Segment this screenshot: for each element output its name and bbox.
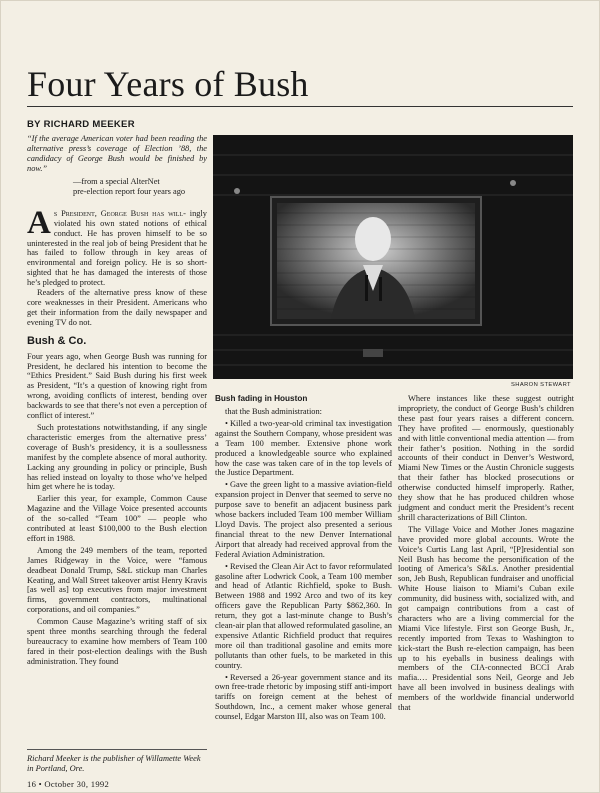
- bullet-text: Reversed a 26-year government stance and its own free-trade rhetoric by imposing stiff anti-import tariffs on foreign cement at the behest of Southdown, Inc., a cement maker whose general counsel, Edgar Marston III, also was on Team 100.: [215, 672, 392, 722]
- photo-bush-on-screen: [213, 135, 573, 379]
- body-paragraph: that the Bush administration:: [225, 407, 322, 416]
- top-rule: [27, 106, 573, 107]
- body-paragraph: Readers of the alternative press know of these core weaknesses in their President. Americans who get their information from the daily newspaper and evening TV do not.: [27, 288, 207, 327]
- body-paragraph: Earlier this year, for example, Common Cause Magazine and the Village Voice presented accounts of the so-called “Team 100” — people who contributed at least $100,000 to the Bush election effort in 1988.: [27, 494, 207, 543]
- body-paragraph: Common Cause Magazine’s writing staff of six spent three months searching through the federal bureaucracy to examine how members of Team 100 fared in their post-election dealings with the Bush administration. They found: [27, 617, 207, 666]
- bullet-text: Killed a two-year-old criminal tax investigation against the Southern Company, whose president was a Team 100 member. Extensive phone work produced a knowledgeable source who explained how the case was taken care of in the top levels of the Justice Department.: [215, 418, 392, 478]
- lead-smallcaps: s President, George Bush has will-: [53, 208, 186, 218]
- attribution-line-1: —from a special AlterNet: [73, 176, 160, 186]
- folio: 16 • October 30, 1992: [27, 779, 110, 789]
- left-column: [27, 134, 207, 669]
- photo-caption: Bush fading in Houston: [215, 394, 308, 403]
- lead-text: ingly violated his own stated notions of ethical conduct. He has proven himself to be so uninterested in the real job of being President that he has failed to follow through in key areas of environmental and foreign policy. He is so short-sighted that he has damaged the interests of those he’s pledged to protect.: [27, 208, 207, 288]
- photo-image: [213, 135, 573, 379]
- bullet-item: • Killed a two-year-old criminal tax investigation against the Southern Company, whose president was a Team 100 member. Extensive phone work produced a knowledgeable source who explained how the case was taken care of in the top levels of the Justice Department.: [215, 418, 392, 478]
- body-paragraph: Such protestations notwithstanding, if any single characteristic emerges from the alternative press’ coverage of Bush’s presidency, it is a soullessness manifest by the complete absence of moral authority. Lacking any grounding in policy or principle, Bush has relied instead on loyalty to those who’ve helped him get where he is today.: [27, 422, 207, 492]
- bullet-text: Gave the green light to a massive aviation-field expansion project in Denver that seemed to serve no purpose save to benefit an adjacent business park whose backers included Team 100 member William Lloyd Davis. The project also presented a serious financial threat to the new Denver International Airport that already had received approval from the Federal Aviation Administration.: [215, 480, 392, 559]
- body-paragraph: Among the 249 members of the team, reported James Ridgeway in the Voice, were “famous deadbeat Donald Trump, S&L stickup man Charles Keating, and Wall Street takeover artist Henry Kravis [as well as] top executives from major investment firms, government contractors, multinational corporations, and oil companies.”: [27, 545, 207, 615]
- author-bio: Richard Meeker is the publisher of Willamette Week in Portland, Ore.: [27, 749, 207, 774]
- headline: Four Years of Bush: [27, 64, 309, 104]
- right-column: [398, 394, 574, 715]
- byline: BY RICHARD MEEKER: [27, 119, 135, 130]
- bullet-item: • Revised the Clean Air Act to favor reformulated gasoline after Lodwrick Cook, a Team 100 member and head of Atlantic Richfield, spoke to Bush. Between 1988 and 1992 Arco and two of its key officers gave the Republican Party $862,360. In return, they got a last-minute change to Bush’s clean-air plan that allowed reformulated gasoline, an expensive Atlantic Richfield product that requires more oil than traditional gasoline and emits more pollutants than other fuels, to be marketed in this country.: [215, 561, 392, 670]
- photo-credit: SHARON STEWART: [510, 382, 571, 388]
- attribution-line-2: pre-election report four years ago: [73, 186, 186, 196]
- drop-cap: A: [27, 204, 51, 241]
- body-paragraph: The Village Voice and Mother Jones magazine have provided more global accounts. Wrote the Voice’s Curtis Lang last April, “[P]residential son Neil Bush has become the personification of the looting of America’s S&Ls. Another presidential son, Jeb Bush, Republican fundraiser and unofficial White House liaison to Miami’s Cuban exile community, did business with, socialized with, and got campaign contributions from a cast of characters who are a living commercial for the Miami Vice lifestyle. First son George Bush, Jr., recently imported from Texas to Washington to kick-start the Bush re-election campaign, has been up to his eyeballs in business dealings with members of the CIA-connected BCCI Arab mafia.… Presidential sons Neil, George and Jeb have all been involved in business dealings with members of the worldwide financial underworld that: [398, 524, 574, 713]
- bullet-item: • Gave the green light to a massive aviation-field expansion project in Denver that seemed to serve no purpose save to benefit an adjacent business park whose backers included Team 100 member William Lloyd Davis. The project also presented a serious financial threat to the new Denver International Airport that already had received approval from the Federal Aviation Administration.: [215, 480, 392, 559]
- bullet-text: Revised the Clean Air Act to favor reformulated gasoline after Lodwrick Cook, a Team 100 member and head of Atlantic Richfield, spoke to Bush. Between 1988 and 1992 Arco and two of its key officers gave the Republican Party $862,360. In return, they got a last-minute change to Bush’s clean-air plan that allowed reformulated gasoline, an expensive Atlantic Richfield product that requires more oil than traditional gasoline and emits more pollutants than other fuels, to be marketed in this country.: [215, 561, 392, 670]
- body-paragraph: Where instances like these suggest outright impropriety, the conduct of George Bush’s children these past four years raises a different concern. They have profited — enormously, questionably and with little conventional media attention — from their father’s position. Nothing in the sordid accounts of their conduct in Denver’s Westword, Miami New Times or the Austin Chronicle suggests that their father has blocked prosecutions or otherwise conducted himself improperly. Rather, they show that he has produced children whose judgment and conduct merit the President’s recent shrill characterizations of Bill Clinton.: [398, 394, 574, 522]
- lead-paragraph: [27, 204, 207, 288]
- section-subhead: Bush & Co.: [27, 334, 87, 347]
- body-paragraph: Four years ago, when George Bush was running for President, he declared his intention to become the “Ethics President.” Said Bush during his first week as President, “It’s a question of knowing right from wrong, avoiding conflicts of interest, bending over backwards to see that there’s not even a perception of conflict of interest.”: [27, 351, 207, 421]
- bullet-item: • Reversed a 26-year government stance and its own free-trade rhetoric by imposing stiff anti-import tariffs on foreign cement at the behest of Southdown, Inc., a cement maker whose general counsel, Edgar Marston III, also was on Team 100.: [215, 672, 392, 722]
- middle-column: [215, 407, 392, 724]
- epigraph-quote: “If the average American voter had been reading the alternative press’s coverage of Election ’88, the candidacy of George Bush would be finished by now.”: [27, 134, 207, 173]
- epigraph-attribution: [73, 177, 207, 197]
